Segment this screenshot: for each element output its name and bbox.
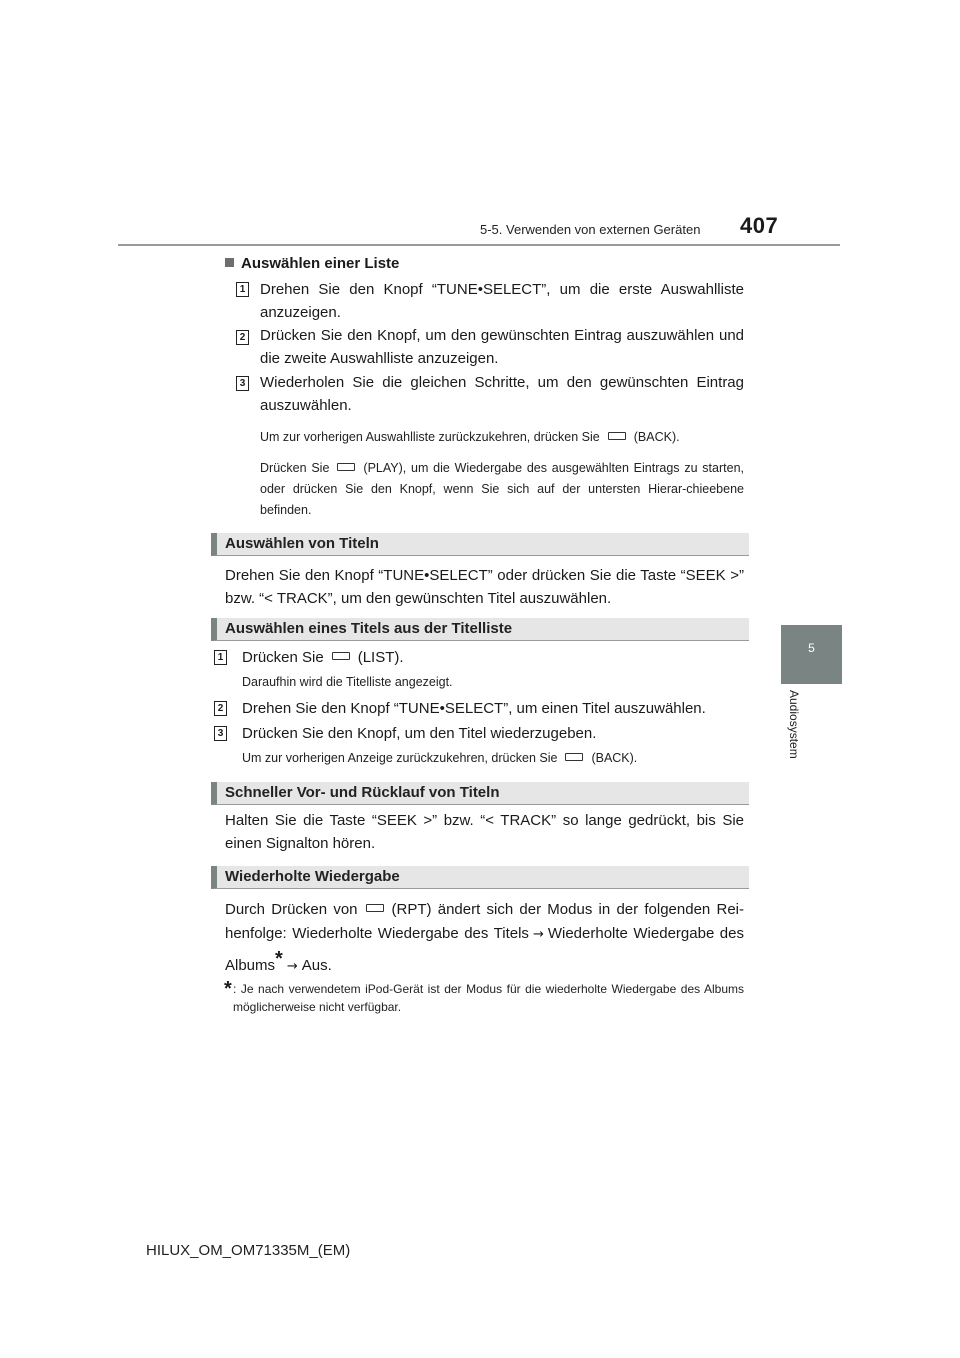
section-heading-bar xyxy=(211,618,749,641)
page-number: 407 xyxy=(740,213,779,238)
back-button-icon xyxy=(608,432,626,440)
note-text: Um zur vorherigen Auswahlliste zurückzukehren, drücken Sie (BACK). xyxy=(260,430,680,444)
step-text: Drehen Sie den Knopf “TUNE•SELECT”, um einen Titel auszuwählen. xyxy=(242,700,706,717)
chapter-label-text: Audiosystem xyxy=(787,690,801,759)
step-text: Drücken Sie den Knopf, um den Titel wiederzugeben. xyxy=(242,725,597,742)
arrow-right-icon: → xyxy=(286,959,298,974)
section-heading-bar xyxy=(211,533,749,556)
chapter-tab xyxy=(781,625,842,684)
subsection-title: Auswählen einer Liste xyxy=(241,255,400,272)
section-heading: Auswählen eines Titels aus der Titelliste xyxy=(225,620,513,637)
step-text: Drehen Sie den Knopf “TUNE•SELECT”, um die erste Auswahlliste anzuzeigen. xyxy=(260,281,744,321)
step-text: Drücken Sie (LIST). xyxy=(242,649,404,666)
chapter-label xyxy=(787,690,805,770)
back-button-icon xyxy=(565,753,583,761)
step-number-box: 1 xyxy=(236,282,249,297)
footnote-star: * xyxy=(275,948,283,970)
note-text: Um zur vorherigen Anzeige zurückzukehren, drücken Sie (BACK). xyxy=(242,751,638,765)
step-text: Wiederholen Sie die gleichen Schritte, um den gewünschten Eintrag auszuwählen. xyxy=(260,374,744,414)
section-heading: Auswählen von Titeln xyxy=(225,535,379,552)
header-divider xyxy=(118,244,840,246)
step-number-box: 3 xyxy=(214,726,227,741)
section-heading: Wiederholte Wiedergabe xyxy=(225,868,400,885)
step-number-box: 3 xyxy=(236,376,249,391)
step-number-box: 2 xyxy=(236,330,249,345)
step-number-box: 1 xyxy=(214,650,227,665)
note-text: Drücken Sie (PLAY), um die Wiedergabe des ausgewählten Eintrags zu starten, oder drücken Sie den Knopf, wenn Sie sich auf der untersten Hierar-chieebene befinden. xyxy=(260,461,744,517)
list-button-icon xyxy=(332,652,350,660)
section-heading-bar xyxy=(211,866,749,889)
rpt-button-icon xyxy=(366,904,384,912)
footnote-star: * xyxy=(224,978,232,1000)
header-section-title: 5-5. Verwenden von externen Geräten xyxy=(480,222,701,237)
section-text: Halten Sie die Taste “SEEK >” bzw. “< TRACK” so lange gedrückt, bis Sie einen Signalton hören. xyxy=(225,812,744,852)
section-text: Drehen Sie den Knopf “TUNE•SELECT” oder drücken Sie die Taste “SEEK >” bzw. “< TRACK”, um den gewünschten Titel auszuwählen. xyxy=(225,567,744,607)
chapter-number: 5 xyxy=(808,641,815,655)
play-button-icon xyxy=(337,463,355,471)
step-text: Drücken Sie den Knopf, um den gewünschten Eintrag auszuwählen und die zweite Auswahlliste anzuzeigen. xyxy=(260,327,744,367)
section-heading: Schneller Vor- und Rücklauf von Titeln xyxy=(225,784,500,801)
note-text: Daraufhin wird die Titelliste angezeigt. xyxy=(242,675,453,689)
section-heading-bar xyxy=(211,782,749,805)
square-bullet-icon xyxy=(225,258,234,267)
document-code: HILUX_OM_OM71335M_(EM) xyxy=(146,1242,351,1259)
footnote-text: : Je nach verwendetem iPod-Gerät ist der Modus für die wiederholte Wiedergabe des Albums möglicherweise nicht verfügbar. xyxy=(233,982,744,1014)
section-text: Durch Drücken von (RPT) ändert sich der Modus in der folgenden Rei-henfolge: Wiederholte Wiedergabe des Titels → Wiederholte Wiedergabe des Albums* → Aus. xyxy=(225,901,744,974)
subsection-heading xyxy=(225,255,399,272)
step-number-box: 2 xyxy=(214,701,227,716)
arrow-right-icon: → xyxy=(532,927,544,942)
